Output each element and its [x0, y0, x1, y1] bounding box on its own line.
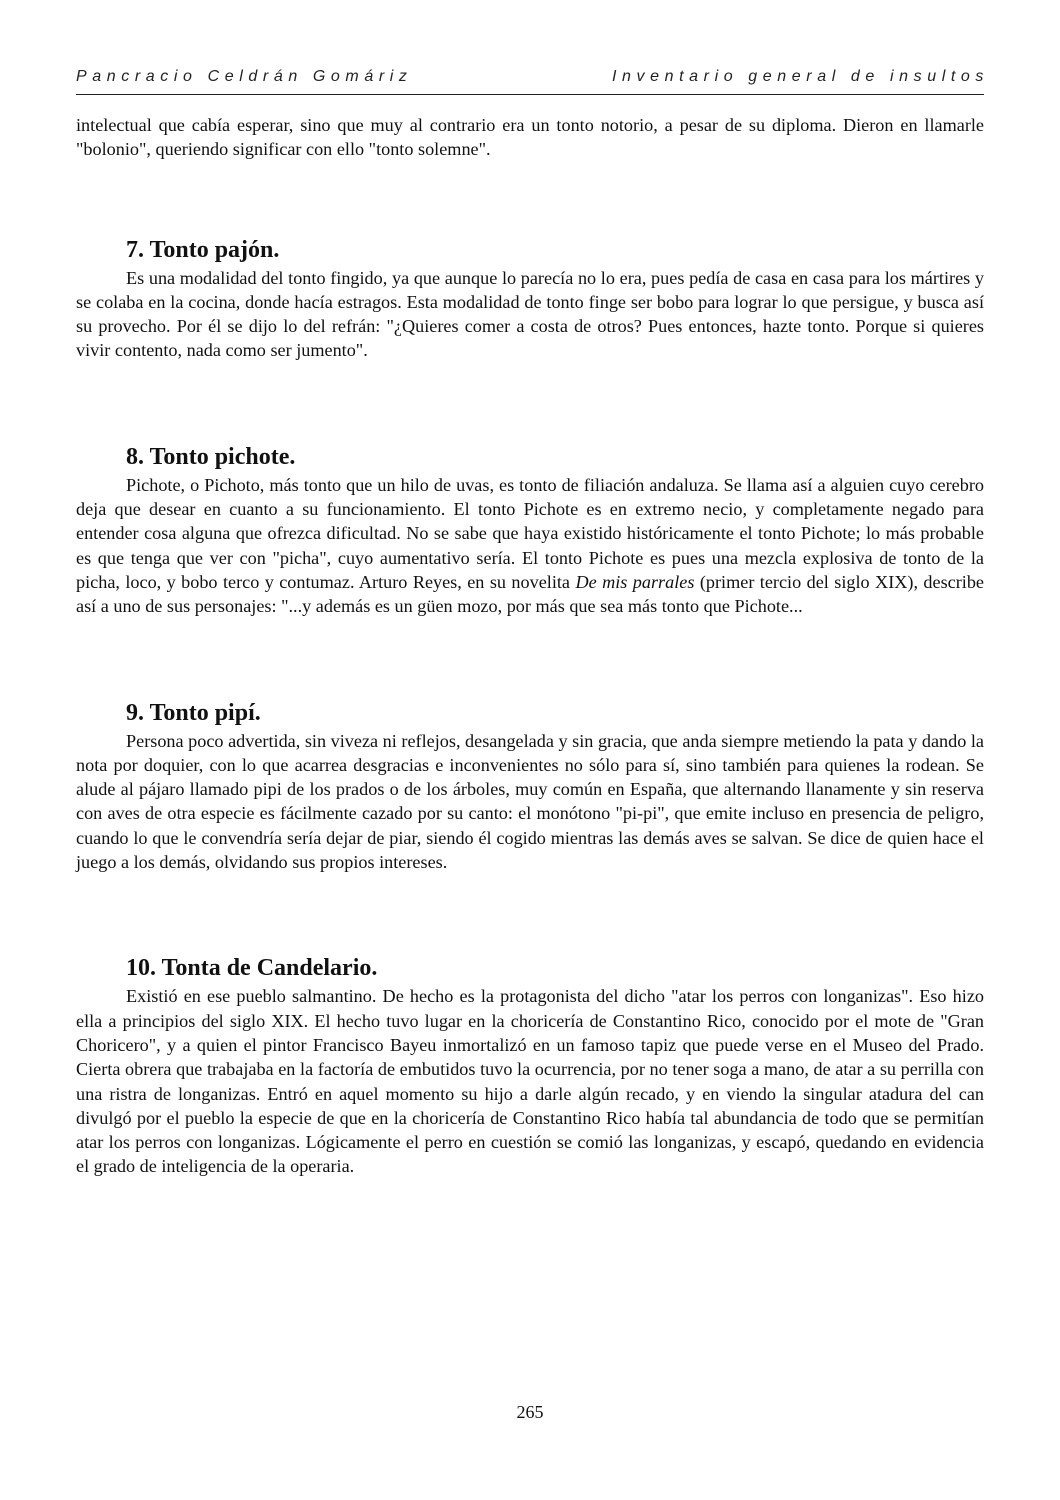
section-spacer — [76, 363, 984, 441]
section-paragraph-10: Existió en ese pueblo salmantino. De hecho es la protagonista del dicho "atar los perros con longanizas". Eso hizo ella a principios del siglo XIX. El hecho tuvo lugar en la choricería de Constantino Rico, conocido por el mote de "Gran Choricero", y a quien el pintor Francisco Bayeu inmortalizó en un famoso tapiz que puede verse en el Museo del Prado. Cierta obrera que trabajaba en la factoría de embutidos tuvo la ocurrencia, por no tener soga a mano, de atar a su perrilla con una ristra de longanizas. Entró en aquel momento su hijo a darle algún recado, y en viendo la singular atadura del can divulgó por el pueblo la especie de que en la choricería de Constantino Rico había tal abundancia de todo que se permitían atar los perros con longanizas. Lógicamente el perro en cuestión se comió las longanizas, y escapó, quedando en evidencia el grado de inteligencia de la operaria. — [76, 986, 984, 1177]
section-spacer — [76, 162, 984, 234]
section-heading-10: 10. Tonta de Candelario. — [126, 955, 378, 982]
running-header — [76, 68, 989, 95]
section-paragraph-9: Persona poco advertida, sin viveza ni reflejos, desangelada y sin gracia, que anda siempre metiendo la pata y dando la nota por doquier, con lo que acarrea desgracias e inconvenientes no sólo para sí, sino también para quienes la rodean. Se alude al pájaro llamado pipi de los prados o de los árboles, muy común en España, que alternando llanamente y sin reserva con aves de otra especie es fácilmente cazado por su canto: el monótono "pi-pi", que emite incluso en presencia de peligro, cuando lo que le convendría sería dejar de piar, siendo él cogido mientras las demás aves se salvan. Se dice de quien hace el juego a los demás, olvidando sus propios intereses. — [76, 730, 984, 873]
section-heading-7: 7. Tonto pajón. — [126, 236, 280, 263]
header-book-title: Inventario general de insultos — [611, 68, 989, 85]
page-body — [76, 113, 984, 1179]
section-heading-8: 8. Tonto pichote. — [126, 443, 296, 470]
section-paragraph-8 — [76, 473, 984, 619]
section-paragraph-7: Es una modalidad del tonto fingido, ya que aunque lo parecía no lo era, pues pedía de casa en casa para los mártires y se colaba en la cocina, donde hacía estragos. Esta modalidad de tonto finge ser bobo para lograr lo que persigue, y busca así su provecho. Por él se dijo lo del refrán: "¿Quieres comer a costa de otros? Pues entonces, hazte tonto. Porque si quieres vivir contento, nada como ser jumento". — [76, 267, 984, 361]
section-8-text-before: Pichote, o Pichoto, más tonto que un hilo de uvas, es tonto de filiación andaluza. Se llama así a alguien cuyo cerebro deja que desear en cuanto a su funcionamiento. El tonto Pichote es en extremo necio, y completamente negado para entender cosa alguna que ofrezca dificultad. No se sabe que haya existido históricamente el tonto Pichote; lo más probable es que tenga que ver con "picha", cuyo aumentativo sería. El tonto Pichote es pues una mezcla explosiva de tonto de la picha, loco, y bobo terco y contumaz. Arturo Reyes, en su novelita — [76, 474, 984, 592]
intro-paragraph: intelectual que cabía esperar, sino que muy al contrario era un tonto notorio, a pesar de su diploma. Dieron en llamarle "bolonio", queriendo significar con ello "tonto solemne". — [76, 115, 984, 160]
section-spacer — [76, 619, 984, 697]
section-8-book-title: De mis parrales — [575, 571, 695, 592]
section-heading-9: 9. Tonto pipí. — [126, 699, 261, 726]
section-spacer — [76, 874, 984, 952]
header-author: Pancracio Celdrán Gomáriz — [76, 68, 413, 85]
page-number: 265 — [516, 1402, 544, 1422]
section-8-text-after: (primer tercio del siglo XIX), describe así a uno de sus personajes: "...y además es un güen mozo, por más que sea más tonto que Pichote... — [76, 571, 985, 617]
